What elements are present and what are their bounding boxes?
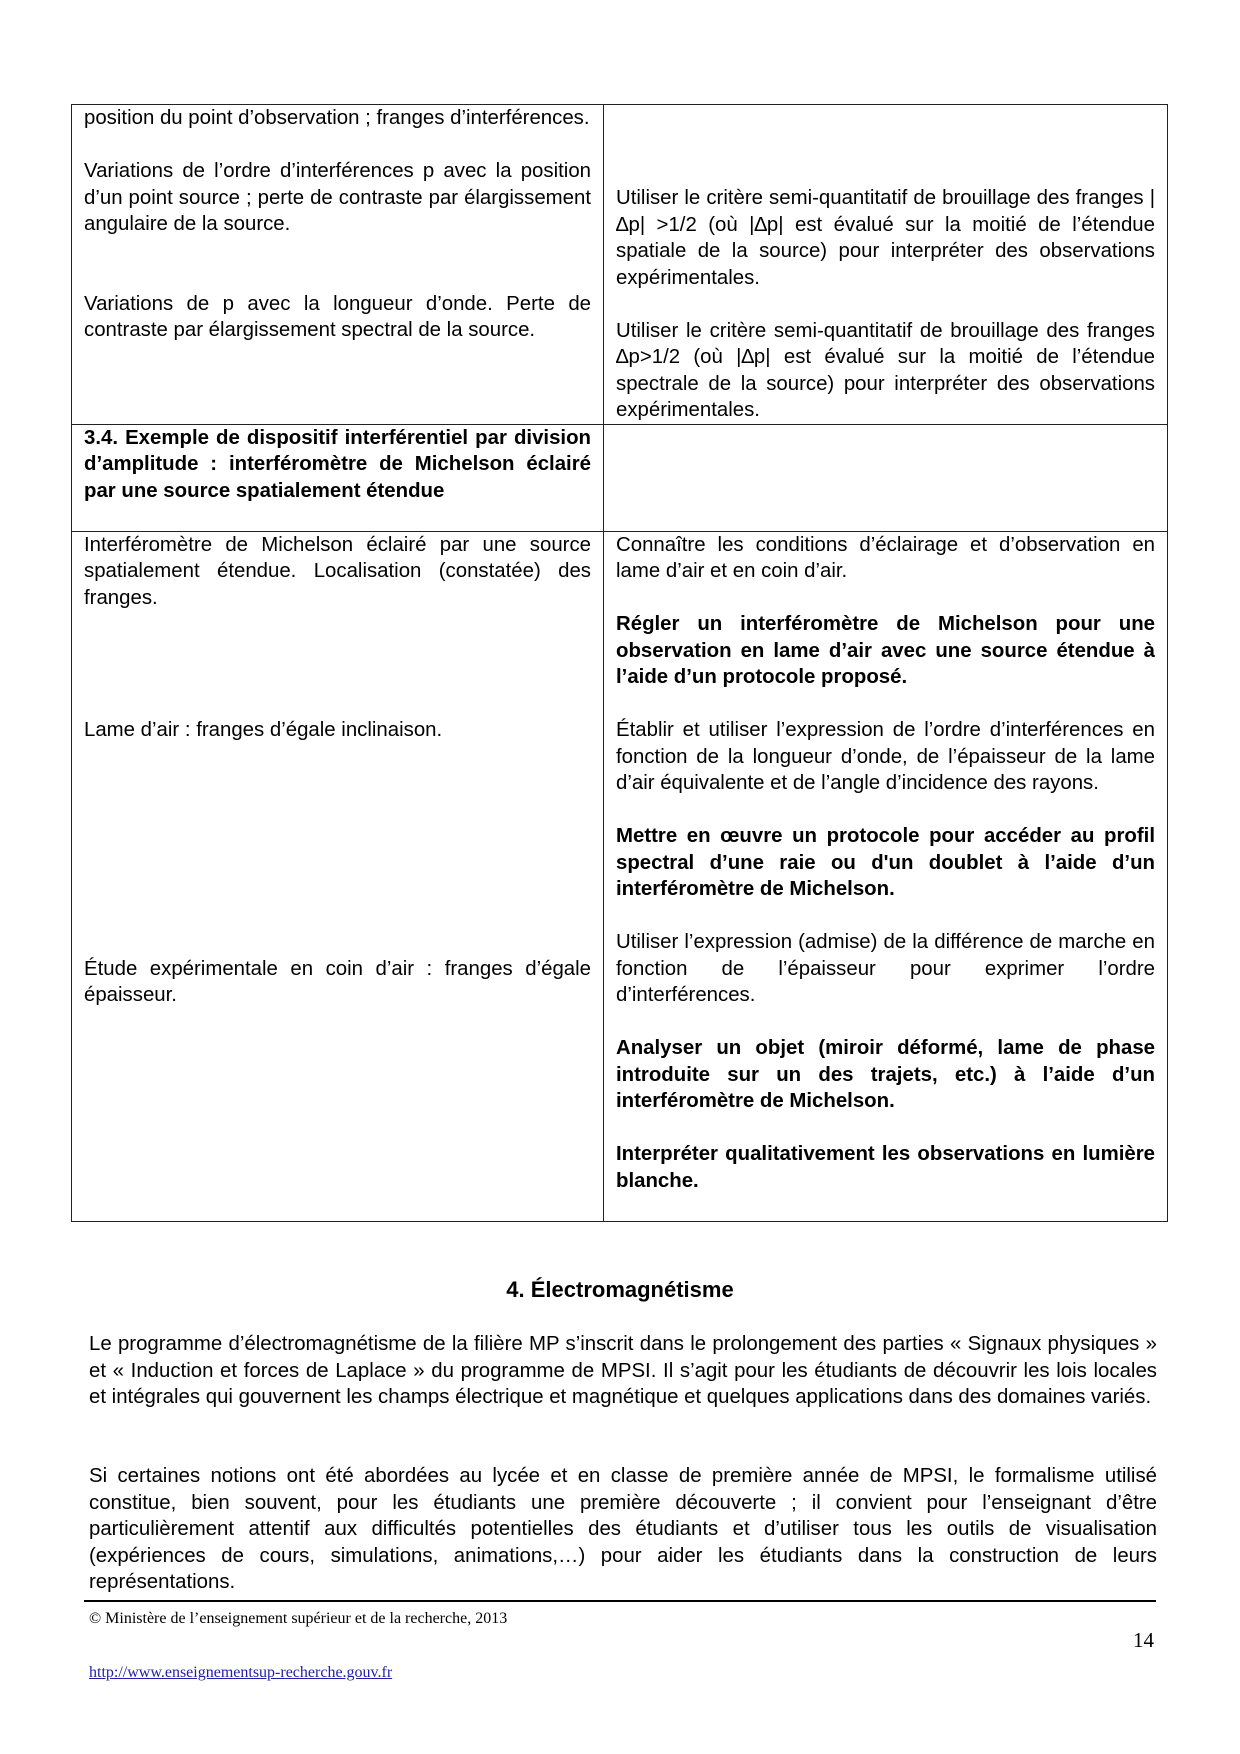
- ministry-website-link[interactable]: http://www.enseignementsup-recherche.gouv.fr: [89, 1664, 393, 1681]
- notion-text: Variations de l’ordre d’interférences p avec la position d’un point source ; perte de contraste par élargissement angulaire de la source.: [84, 160, 591, 235]
- capacity-text: Utiliser le critère semi-quantitatif de brouillage des franges |∆p| >1/2 (où |∆p| est évalué sur la moitié de l’étendue spatiale de la source) pour interpréter des observations expérimentales.: [616, 187, 1155, 289]
- capacity-text-bold: Mettre en œuvre un protocole pour accéder au profil spectral d’une raie ou d'un doublet à l’aide d’un interféromètre de Michelson.: [616, 825, 1155, 900]
- copyright-notice: © Ministère de l’enseignement supérieur et de la recherche, 2013: [89, 1610, 508, 1627]
- notions-cell: [72, 531, 604, 1221]
- capacity-text-bold: Analyser un objet (miroir déformé, lame de phase introduite sur un des trajets, etc.) à l’aide d’un interféromètre de Michelson.: [616, 1037, 1155, 1112]
- footer-divider: [84, 1600, 1156, 1602]
- capacity-text: Utiliser l’expression (admise) de la différence de marche en fonction de l’épaisseur pour exprimer l’ordre d’interférences.: [616, 931, 1155, 1006]
- capacity-text-bold: Interpréter qualitativement les observations en lumière blanche.: [616, 1143, 1155, 1192]
- notion-text: Lame d’air : franges d’égale inclinaison.: [84, 719, 443, 741]
- page-number: 14: [1133, 1628, 1154, 1652]
- notion-text: position du point d’observation ; franges d’interférences.: [84, 107, 590, 129]
- empty-cell: [604, 424, 1168, 531]
- intro-paragraph: Le programme d’électromagnétisme de la filière MP s’inscrit dans le prolongement des parties « Signaux physiques » et « Induction et forces de Laplace » du programme de MPSI. Il s’agit pour les étudiants de découvrir les lois locales et intégrales qui gouvernent les champs électrique et magnétique et quelques applications dans des domaines variés.: [89, 1333, 1157, 1408]
- table-row: [72, 424, 1168, 531]
- notion-text: Interféromètre de Michelson éclairé par une source spatialement étendue. Localisation (constatée) des franges.: [84, 533, 591, 609]
- table-row: [72, 105, 1168, 425]
- capacity-text: Connaître les conditions d’éclairage et d’observation en lame d’air et en coin d’air.: [616, 533, 1155, 582]
- capacity-text: Utiliser le critère semi-quantitatif de brouillage des franges ∆p>1/2 (où |∆p| est évalué sur la moitié de l’étendue spectrale de la source) pour interpréter des observations expérimentales.: [616, 319, 1155, 421]
- section-heading-cell: [72, 424, 604, 531]
- capacities-cell: [604, 531, 1168, 1221]
- section-heading-electromagnetisme: 4. Électromagnétisme: [506, 1277, 734, 1302]
- capacity-text: Établir et utiliser l’expression de l’ordre d’interférences en fonction de la longueur d’onde, de l’épaisseur de la lame d’air équivalente et de l’angle d’incidence des rayons.: [616, 719, 1155, 794]
- notion-text: Variations de p avec la longueur d’onde. Perte de contraste par élargissement spectral de la source.: [84, 292, 591, 341]
- notions-cell: [72, 105, 604, 425]
- program-table: [71, 104, 1168, 1222]
- capacity-text-bold: Régler un interféromètre de Michelson pour une observation en lame d’air avec une source étendue à l’aide d’un protocole proposé.: [616, 613, 1155, 688]
- capacities-cell: [604, 105, 1168, 425]
- section-heading-3-4: 3.4. Exemple de dispositif interférentiel par division d’amplitude : interféromètre de Michelson éclairé par une source spatialement étendue: [84, 426, 591, 502]
- notion-text: Étude expérimentale en coin d’air : franges d’égale épaisseur.: [84, 957, 591, 1006]
- intro-paragraph: Si certaines notions ont été abordées au lycée et en classe de première année de MPSI, le formalisme utilisé constitue, bien souvent, pour les étudiants une première découverte ; il convient pour l’enseignant d’être particulièrement attentif aux difficultés potentielles des étudiants et d’utiliser tous les outils de visualisation (expériences de cours, simulations, animations,…) pour aider les étudiants dans la construction de leurs représentations.: [89, 1465, 1157, 1593]
- table-row: [72, 531, 1168, 1221]
